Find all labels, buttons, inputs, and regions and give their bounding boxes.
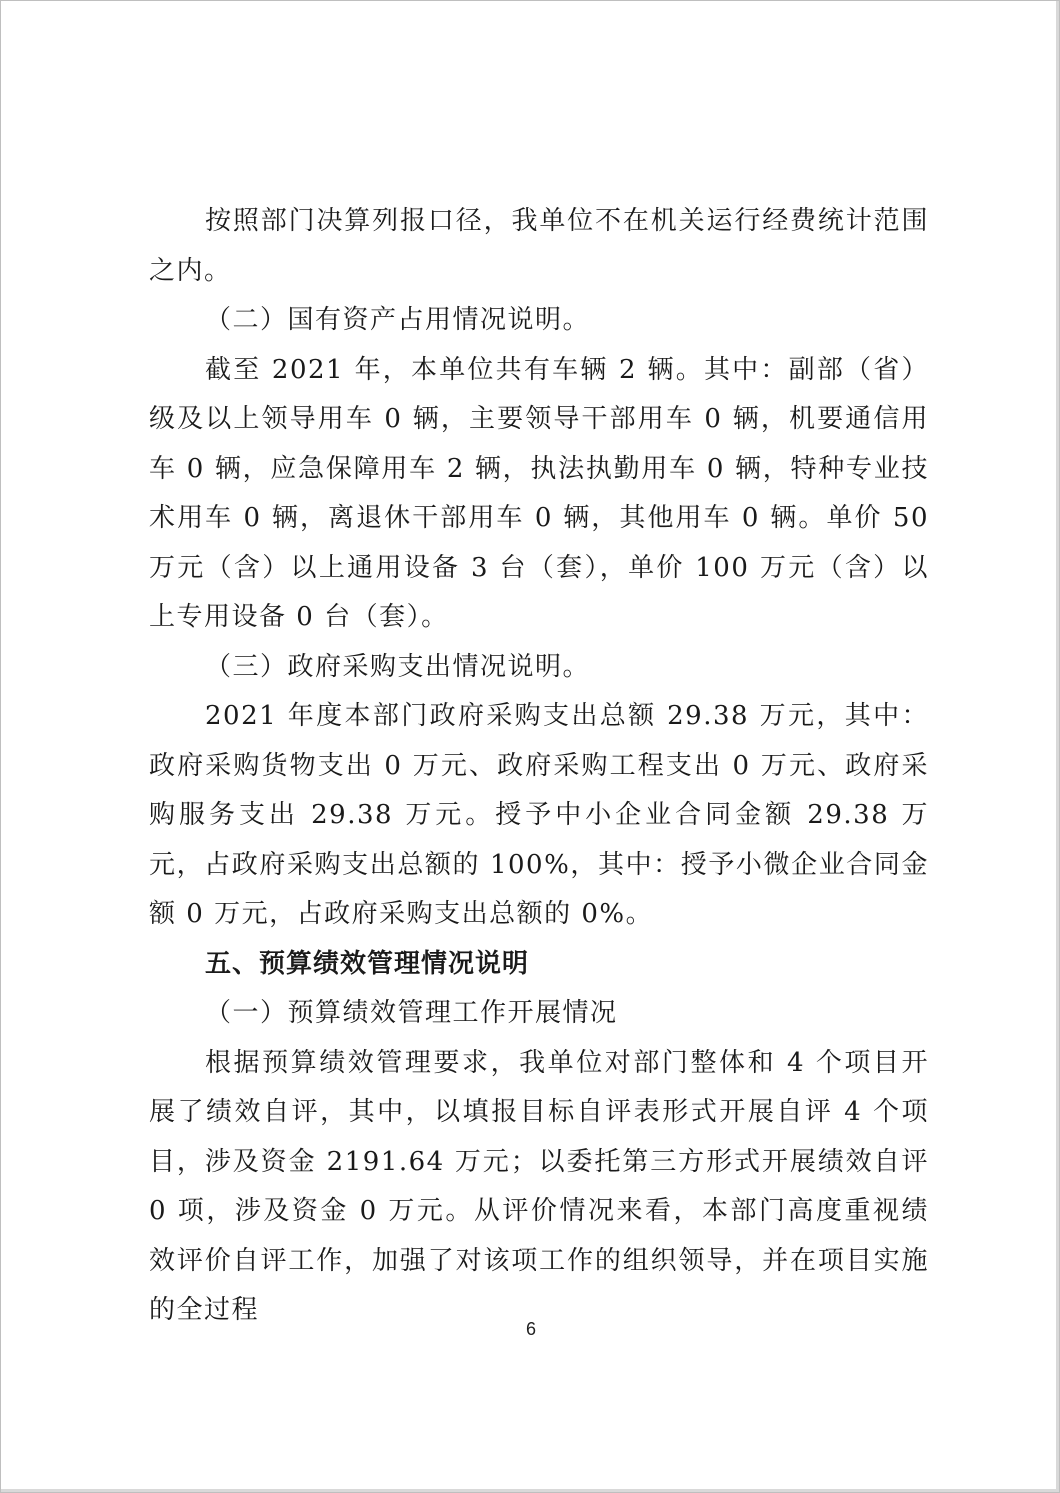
paragraph-government-procurement: 2021 年度本部门政府采购支出总额 29.38 万元，其中：政府采购货物支出 0 万元、政府采购工程支出 0 万元、政府采购服务支出 29.38 万元。授予中小企业合同金额 29.38 万元，占政府采购支出总额的 100%，其中：授予小微企业合同金额 0 万元，占政府采购支出总额的 0%。: [149, 701, 929, 929]
paragraph-state-assets: 截至 2021 年，本单位共有车辆 2 辆。其中：副部（省）级及以上领导用车 0 辆，主要领导干部用车 0 辆，机要通信用车 0 辆，应急保障用车 2 辆，执法执勤用车 0 辆，特种专业技术用车 0 辆，离退休干部用车 0 辆，其他用车 0 辆。单价 50 万元（含）以上通用设备 3 台（套），单价 100 万元（含）以上专用设备 0 台（套）。: [149, 354, 929, 632]
paragraph-admin-expense-note: 按照部门决算列报口径，我单位不在机关运行经费统计范围之内。: [149, 206, 929, 286]
subheading-performance-work: （一）预算绩效管理工作开展情况: [205, 998, 618, 1028]
subheading-government-procurement: （三）政府采购支出情况说明。: [205, 651, 591, 682]
section-heading-performance: 五、预算绩效管理情况说明: [205, 948, 530, 979]
document-body: [149, 197, 929, 1336]
subheading-state-assets: （二）国有资产占用情况说明。: [205, 305, 591, 335]
paragraph-performance-work: 根据预算绩效管理要求，我单位对部门整体和 4 个项目开展了绩效自评，其中，以填报目标自评表形式开展自评 4 个项目，涉及资金 2191.64 万元；以委托第三方形式开展绩效自评 0 项，涉及资金 0 万元。从评价情况来看，本部门高度重视绩效评价自评工作，加强了对该项工作的组织领导，并在项目实施的全过程: [149, 1047, 929, 1325]
page-number: 6: [525, 1319, 536, 1339]
